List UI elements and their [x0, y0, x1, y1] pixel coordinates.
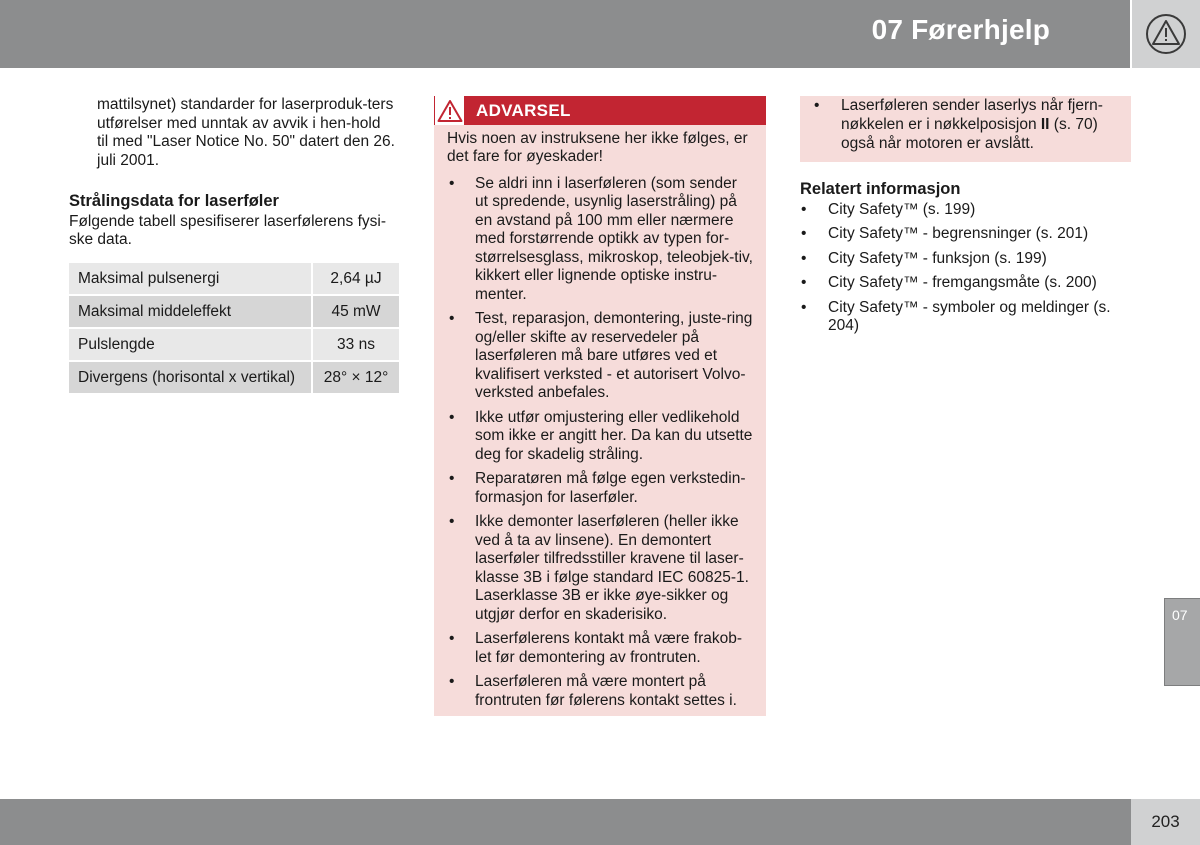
related-link-text: City Safety™ - begrensninger (s. 201) — [828, 225, 1089, 242]
related-link[interactable] — [800, 274, 1131, 293]
bullet: • — [814, 97, 820, 114]
bullet: • — [449, 470, 455, 488]
related-link-text: City Safety™ (s. 199) — [828, 200, 976, 218]
bullet: • — [449, 673, 455, 691]
list-item — [447, 513, 754, 624]
related-link[interactable] — [800, 201, 1131, 220]
warning-list — [434, 167, 766, 711]
related-link[interactable] — [800, 299, 1131, 336]
radiation-data-heading: Strålingsdata for laserføler — [69, 192, 279, 210]
list-item-text: Laserfølerens kontakt må være frakob-let før demontering av frontruten. — [475, 630, 743, 666]
list-item — [447, 310, 754, 403]
warning-header — [434, 96, 766, 125]
spec-value: 2,64 µJ — [313, 263, 399, 294]
list-item — [447, 409, 754, 465]
list-item-text: Ikke utfør omjustering eller vedlikehold som ikke er angitt her. Da kan du utsette deg for skadelig stråling. — [475, 408, 753, 463]
related-link[interactable] — [800, 225, 1131, 244]
header-icon-box — [1132, 0, 1200, 68]
header-bar — [0, 0, 1130, 68]
bullet: • — [449, 408, 455, 426]
warning-intro: Hvis noen av instruksene her ikke følges, er det fare for øyeskader! — [447, 130, 748, 166]
warning-title: ADVARSEL — [476, 100, 571, 120]
related-link[interactable] — [800, 250, 1131, 269]
bullet: • — [801, 298, 807, 316]
spec-name: Pulslengde — [69, 329, 313, 360]
bullet: • — [801, 274, 807, 291]
list-item — [447, 630, 754, 667]
warning-icon-wrap — [435, 96, 464, 125]
page-number: 203 — [1131, 799, 1200, 845]
related-link-text: City Safety™ - symboler og meldinger (s. 204) — [828, 298, 1111, 334]
spec-value: 45 mW — [313, 296, 399, 327]
bullet: • — [801, 200, 807, 218]
key-position-label: II — [1040, 116, 1050, 133]
bullet: • — [449, 513, 455, 531]
list-item-text: Test, reparasjon, demontering, juste-ring og/eller skifte av reservedeler på laserføleren må bare utføres ved et kvalifisert verksted - et autorisert Volvo-verksted anbefales. — [475, 310, 753, 402]
warning-triangle-icon — [1145, 13, 1187, 55]
spec-value: 33 ns — [313, 329, 399, 360]
bullet: • — [801, 249, 807, 267]
table-row — [69, 362, 399, 393]
related-info — [800, 180, 1131, 342]
bullet: • — [449, 630, 455, 648]
table-description: Følgende tabell spesifiserer laserfølerens fysi-ske data. — [69, 212, 387, 248]
list-item-text-pre: Laserføleren sender laserlys når fjern-nøkkelen er i nøkkelposisjon — [841, 97, 1103, 133]
bullet: • — [449, 310, 455, 328]
left-column — [69, 96, 401, 250]
warning-triangle-icon — [437, 99, 463, 123]
list-item-text: Se aldri inn i laserføleren (som sender ut spredende, usynlig laserstråling) på en avstand på 100 mm eller nærmere med forstørrende optikk av typen for-størrelsesglass, mikroskop, teleobjek-tiv, kikkert eller lignende optiske instru-menter. — [475, 174, 753, 303]
chapter-tab[interactable]: 07 — [1164, 598, 1200, 686]
footer-bar — [0, 799, 1131, 845]
related-link-text: City Safety™ - funksjon (s. 199) — [828, 249, 1047, 267]
list-item-text: Ikke demonter laserføleren (heller ikke ved å ta av linsene). En demontert laserføler tilfredsstiller kravene til laser-klasse 3B i følge standard IEC 60825-1. Laserklasse 3B er ikke øye-sikker og utgjør derfor en skaderisiko. — [475, 513, 749, 623]
spec-name: Maksimal middeleffekt — [69, 296, 313, 327]
list-item-text: Reparatøren må følge egen verkstedin-formasjon for laserføler. — [475, 470, 746, 506]
bullet: • — [449, 174, 455, 192]
list-item — [447, 673, 754, 710]
table-row — [69, 263, 399, 294]
list-item-text: Laserføleren må være montert på frontruten før følerens kontakt settes i. — [475, 673, 737, 709]
continued-paragraph: mattilsynet) standarder for laserproduk-ters utførelser med unntak av avvik i hen-hold til med "Laser Notice No. 50" datert den 26. juli 2001. — [97, 96, 395, 169]
table-row — [69, 329, 399, 360]
table-row — [69, 296, 399, 327]
spec-value: 28° × 12° — [313, 362, 399, 393]
related-list — [800, 201, 1131, 336]
chapter-title: 07 Førerhjelp — [871, 14, 1050, 45]
spec-name: Maksimal pulsenergi — [69, 263, 313, 294]
bullet: • — [801, 225, 807, 242]
related-heading: Relatert informasjon — [800, 180, 961, 198]
related-link-text: City Safety™ - fremgangsmåte (s. 200) — [828, 274, 1097, 291]
laser-spec-table — [69, 261, 399, 395]
list-item-text-post: (s. 70) også når motoren er avslått. — [841, 116, 1098, 152]
continued-warning-box — [800, 96, 1131, 162]
warning-box — [434, 96, 766, 716]
list-item — [447, 470, 754, 507]
list-item — [447, 175, 754, 305]
list-item — [812, 96, 1121, 153]
spec-name: Divergens (horisontal x vertikal) — [69, 362, 313, 393]
